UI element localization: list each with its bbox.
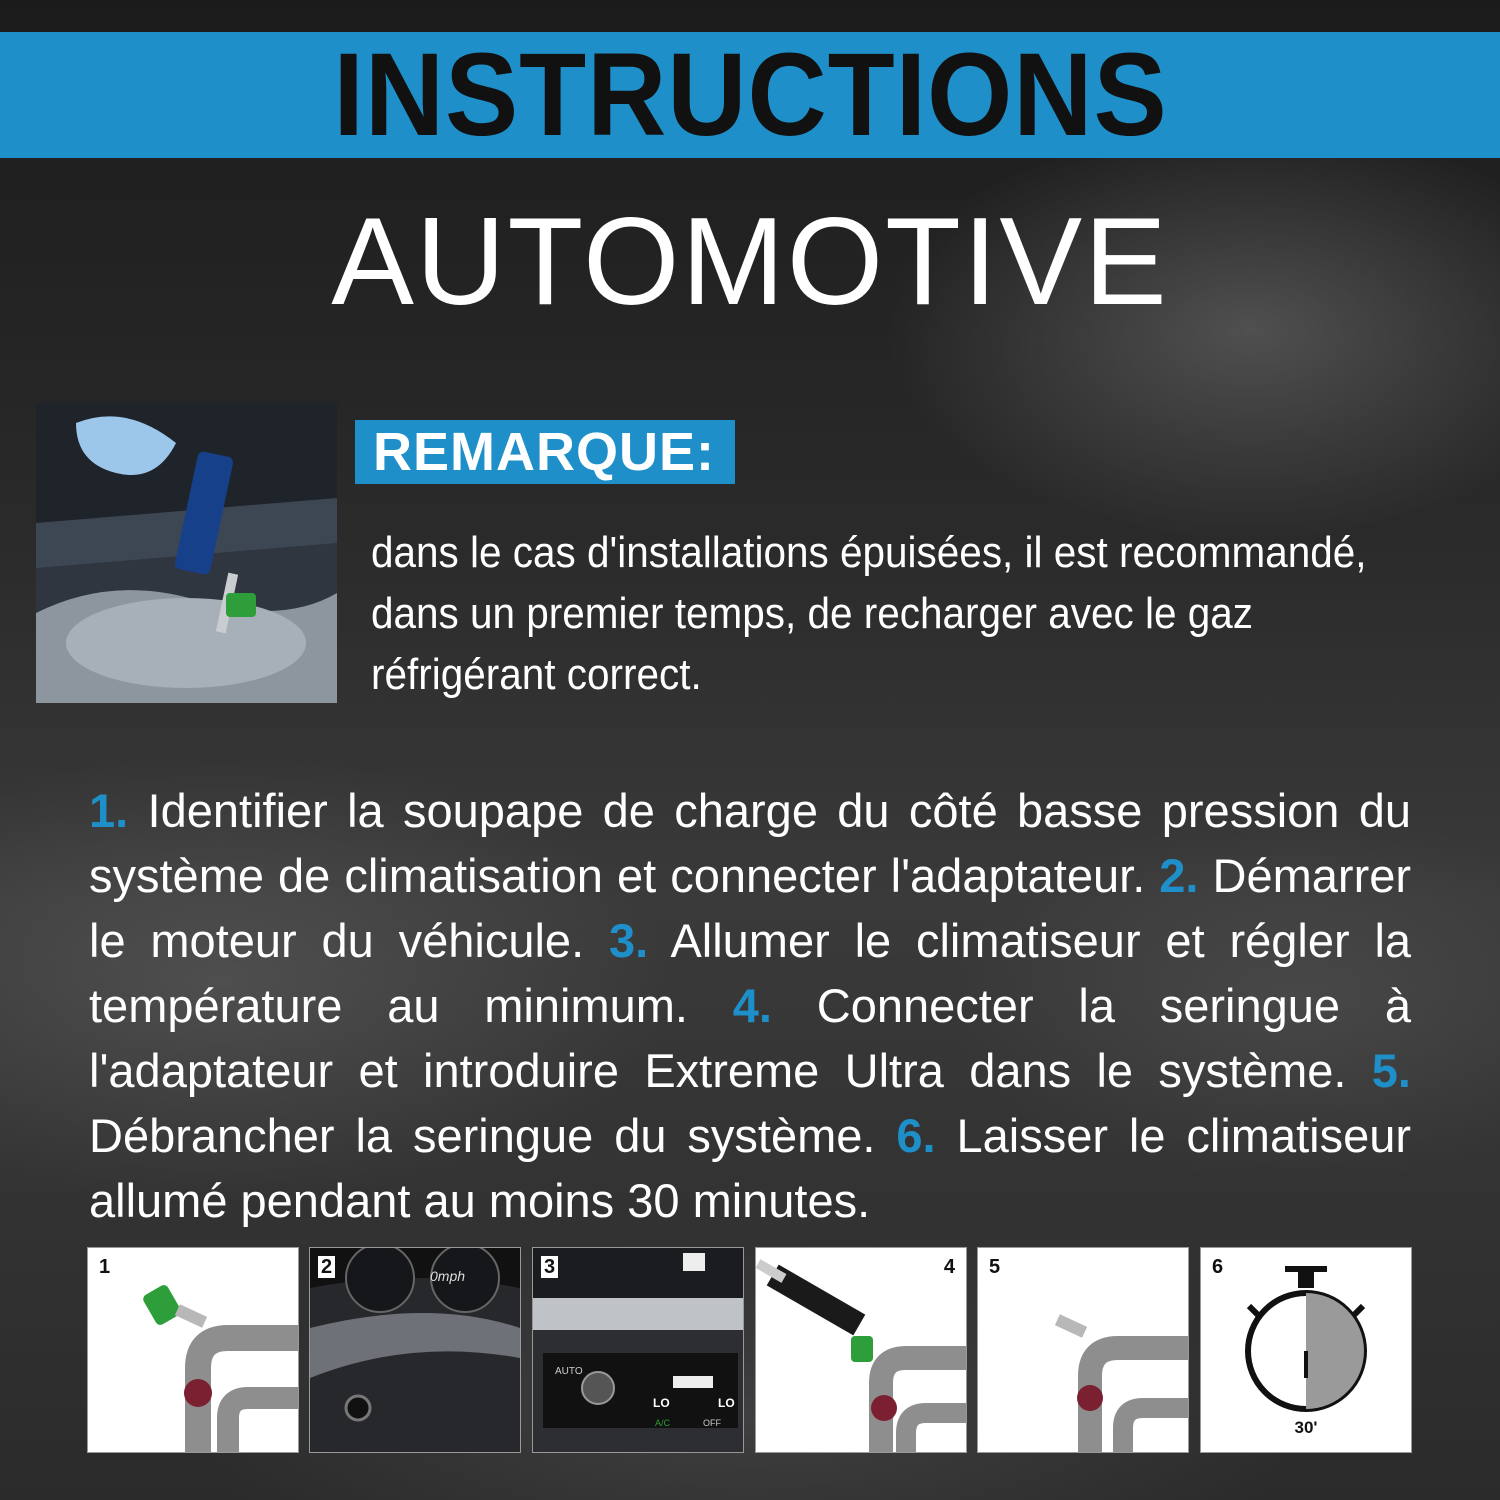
instruction-steps <box>89 778 1411 1233</box>
thumbnail-number: 5 <box>989 1256 1001 1278</box>
step-number: 4. <box>732 979 772 1032</box>
step-text: Démarrer le moteur du véhicule. <box>89 849 1412 967</box>
page-subtitle: AUTOMOTIVE <box>331 193 1169 331</box>
thumbnail-number: 1 <box>99 1256 111 1278</box>
step-text: Allumer le climatiseur et régler la température au minimum. <box>89 914 1412 1032</box>
step-number: 3. <box>608 914 649 967</box>
installation-photo <box>36 403 337 703</box>
remark-label: REMARQUE: <box>373 422 715 482</box>
step-text: Identifier la soupape de charge du côté basse pression du système de climatisation et connecter l'adaptateur. <box>89 784 1412 902</box>
thumbnail-step-3 <box>532 1247 744 1453</box>
dashboard-icon <box>310 1248 520 1452</box>
thumbnail-number: 4 <box>943 1256 955 1278</box>
page-title: INSTRUCTIONS <box>332 29 1168 161</box>
thumbnail-step-6 <box>1200 1247 1412 1453</box>
thumbnail-step-5 <box>977 1247 1189 1453</box>
step-number: 2. <box>1159 849 1199 902</box>
step-text: Débrancher la seringue du système. <box>89 1109 876 1162</box>
thumbnail-number: 6 <box>1212 1256 1224 1278</box>
thumbnail-number: 3 <box>541 1256 558 1278</box>
step-number: 5. <box>1371 1044 1411 1097</box>
panel-label-off: OFF <box>703 1418 721 1428</box>
panel-label-ac: A/C <box>655 1418 671 1428</box>
panel-label-auto: AUTO <box>555 1366 583 1377</box>
syringe-photo-illustration <box>36 403 337 703</box>
thumbnail-step-4 <box>755 1247 967 1453</box>
title-banner <box>0 29 1500 161</box>
thumbnail-step-1 <box>87 1247 299 1453</box>
step-number: 1. <box>89 784 129 837</box>
panel-label-lo-left: LO <box>653 1396 670 1410</box>
panel-label-lo-right: LO <box>718 1396 735 1410</box>
remark-text: dans le cas d'installations épuisées, il est recommandé, dans un premier temps, de recharger avec le gaz réfrigérant correct. <box>371 528 1367 699</box>
speedometer-readout: 0mph <box>430 1268 466 1284</box>
syringe-adapter-icon <box>756 1248 966 1452</box>
valve-pipe-icon <box>978 1248 1188 1452</box>
thumbnail-number: 2 <box>318 1256 335 1278</box>
remark-tag <box>355 420 735 484</box>
step-text: Laisser le climatiseur allumé pendant au moins 30 minutes. <box>89 1109 1412 1227</box>
step-thumbnails <box>87 1247 1415 1453</box>
step-number: 6. <box>896 1109 936 1162</box>
thumbnail-step-2 <box>309 1247 521 1453</box>
pipe-adapter-icon <box>88 1248 298 1452</box>
step-text: Connecter la seringue à l'adaptateur et introduire Extreme Ultra dans le système. <box>89 979 1411 1097</box>
timer-label: 30' <box>1294 1418 1318 1437</box>
